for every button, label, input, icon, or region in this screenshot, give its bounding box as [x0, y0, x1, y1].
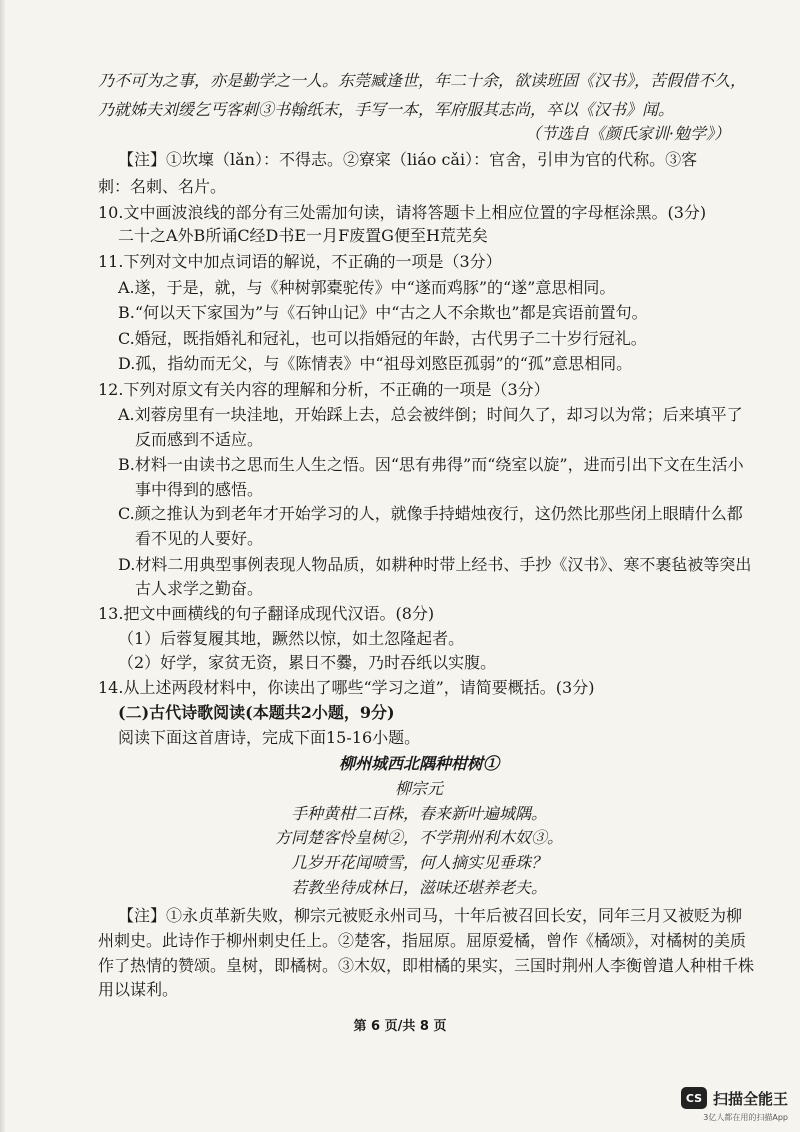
passage-note: 【注】①坎壈（lǎn）：不得志。②寮寀（liáo cǎi）：官舍，引申为官的代称。③客 — [118, 150, 698, 169]
question-13: 13.把文中画横线的句子翻译成现代汉语。(8分) — [98, 604, 435, 623]
option-a: A.刘蓉房里有一块洼地，开始踩上去，总会被绊倒；时间久了，却习以为常；后来填平了 — [118, 405, 743, 424]
passage-source: （节选自《颜氏家训·勉学》） — [524, 124, 730, 143]
option-d: D.孤，指幼而无父，与《陈情表》中“祖母刘愍臣孤弱”的“孤”意思相同。 — [118, 354, 633, 373]
poem-note: 州刺史。此诗作于柳州刺史任上。②楚客，指屈原。屈原爱橘，曾作《橘颂》，对橘树的美质 — [98, 931, 747, 950]
watermark-title: 扫描全能王 — [712, 1089, 788, 1108]
option-d-cont: 古人求学之勤奋。 — [135, 579, 264, 598]
option-b: B.材料一由读书之思而生人生之悟。因“思有弗得”而“绕室以旋”，进而引出下文在生活小 — [118, 455, 744, 474]
section-heading: (二)古代诗歌阅读(本题共2小题，9分) — [118, 703, 395, 722]
poem-line: 方同楚客怜皇树②，不学荆州利木奴③。 — [274, 828, 563, 847]
question-10-options: 二十之A外B所诵C经D书E一月F废置G便至H荒芜矣 — [118, 226, 488, 245]
option-d: D.材料二用典型事例表现人物品质，如耕种时带上经书、手抄《汉书》、寒不裹毡被等突出 — [118, 555, 752, 574]
question-10: 10.文中画波浪线的部分有三处需加句读，请将答题卡上相应位置的字母框涂黑。(3分) — [98, 203, 707, 222]
poem-author: 柳宗元 — [394, 779, 443, 798]
option-a-cont: 反而感到不适应。 — [135, 430, 264, 449]
poem-note: 用以谋利。 — [98, 980, 179, 999]
poem-line: 几岁开花闻喷雪，何人摘实见垂珠？ — [290, 853, 547, 872]
option-c: C.婚冠，既指婚礼和冠礼，也可以指婚冠的年龄，古代男子二十岁行冠礼。 — [118, 329, 647, 348]
poem-title: 柳州城西北隅种柑树① — [338, 754, 499, 773]
question-13-part: （1）后蓉复履其地，蹶然以惊，如土忽隆起者。 — [118, 629, 465, 648]
question-14: 14.从上述两段材料中，你读出了哪些“学习之道”，请简要概括。(3分) — [98, 678, 595, 697]
question-11: 11.下列对文中加点词语的解说，不正确的一项是（3分） — [98, 252, 502, 271]
passage-line: 乃不可为之事，亦是勤学之一人。东莞臧逢世，年二十余，欲读班固《汉书》，苦假借不久， — [98, 71, 747, 90]
passage-line: 乃就姊夫刘缓乞丐客刺③书翰纸末，手写一本，军府服其志尚，卒以《汉书》闻。 — [98, 100, 675, 119]
passage-note: 刺：名刺、名片。 — [98, 177, 227, 196]
section-instruction: 阅读下面这首唐诗，完成下面15-16小题。 — [118, 728, 421, 747]
scanner-watermark — [681, 1087, 788, 1109]
camscanner-logo-icon: CS — [681, 1087, 707, 1109]
poem-note: 【注】①永贞革新失败，柳宗元被贬永州司马，十年后被召回长安，同年三月又被贬为柳 — [118, 906, 743, 925]
option-c-cont: 看不见的人要好。 — [135, 529, 264, 548]
poem-note: 作了热情的赞颂。皇树，即橘树。③木奴，即柑橘的果实，三国时荆州人李衡曾遣人种柑千株 — [98, 956, 755, 975]
question-12: 12.下列对原文有关内容的理解和分析，不正确的一项是（3分） — [98, 380, 550, 399]
option-c: C.颜之推认为到老年才开始学习的人，就像手持蜡烛夜行，这仍然比那些闭上眼睛什么都 — [118, 504, 743, 523]
watermark-subtitle: 3亿人都在用的扫描App — [703, 1113, 788, 1122]
scan-edge — [0, 0, 6, 1132]
option-b: B.“何以天下家国为”与《石钟山记》中“古之人不余欺也”都是宾语前置句。 — [118, 303, 648, 322]
page-number: 第 6 页/共 8 页 — [353, 1019, 447, 1034]
question-13-part: （2）好学，家贫无资，累日不爨，乃时吞纸以实腹。 — [118, 653, 497, 672]
poem-line: 若教坐待成林日，滋味还堪养老夫。 — [290, 878, 547, 897]
option-b-cont: 事中得到的感悟。 — [135, 480, 264, 499]
option-a: A.遂，于是，就，与《种树郭橐驼传》中“遂而鸡豚”的“遂”意思相同。 — [118, 278, 616, 297]
poem-line: 手种黄柑二百株，春来新叶遍城隅。 — [290, 804, 547, 823]
